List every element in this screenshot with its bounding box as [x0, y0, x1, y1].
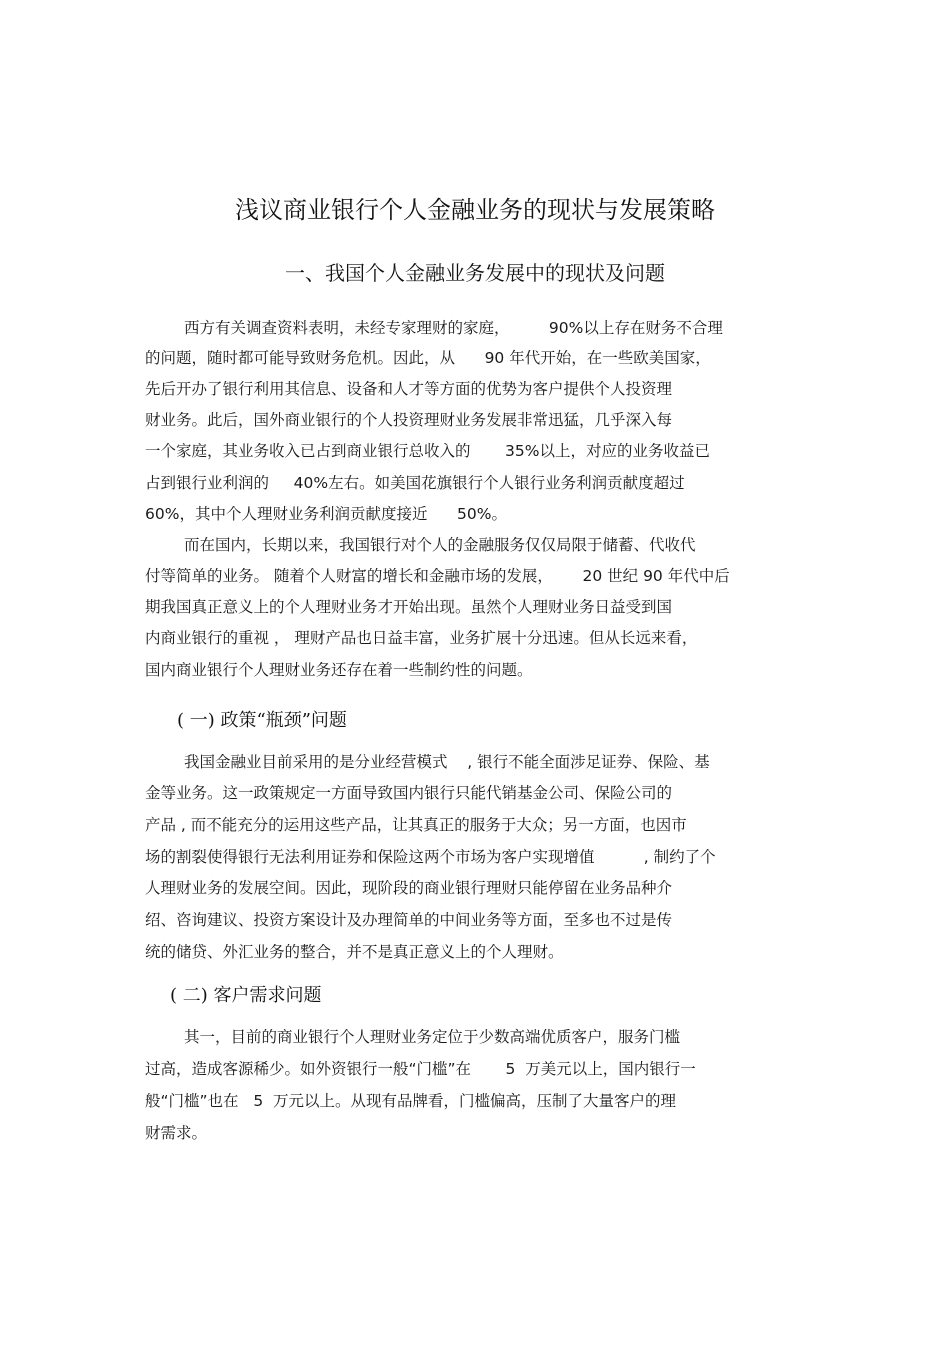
- paragraph-line: 而在国内，长期以来，我国银行对个人的金融服务仅仅局限于储蓄、代收代: [184, 536, 696, 554]
- paragraph-line: 我国金融业目前采用的是分业经营模式 , 银行不能全面涉足证券、保险、基: [184, 753, 710, 771]
- paragraph-line: 产品 , 而不能充分的运用这些产品，让其真正的服务于大众；另一方面，也因市: [145, 816, 687, 834]
- paragraph-line: 西方有关调查资料表明，未经专家理财的家庭， 90%以上存在财务不合理: [184, 319, 723, 337]
- paragraph-line: 国内商业银行个人理财业务还存在着一些制约性的问题。: [145, 661, 533, 679]
- paragraph-line: 人理财业务的发展空间。因此，现阶段的商业银行理财只能停留在业务品种介: [145, 879, 673, 897]
- paragraph-line: 场的割裂使得银行无法利用证券和保险这两个市场为客户实现增值 , 制约了个: [145, 848, 716, 866]
- paragraph-line: 金等业务。这一政策规定一方面导致国内银行只能代销基金公司、保险公司的: [145, 784, 673, 802]
- paragraph-line: 过高，造成客源稀少。如外资银行一般“门槛”在 5 万美元以上，国内银行一: [145, 1060, 696, 1078]
- subheading: ( 二) 客户需求问题: [170, 985, 322, 1006]
- paragraph-line: 期我国真正意义上的个人理财业务才开始出现。虽然个人理财业务日益受到国: [145, 598, 673, 616]
- paragraph-line: 占到银行业利润的 40%左右。如美国花旗银行个人银行业务利润贡献度超过: [145, 474, 685, 492]
- paragraph-line: 统的储贷、外汇业务的整合，并不是真正意义上的个人理财。: [145, 943, 564, 961]
- paragraph-line: 付等简单的业务。 随着个人财富的增长和金融市场的发展， 20 世纪 90 年代中后: [145, 567, 730, 585]
- paragraph-line: 绍、咨询建议、投资方案设计及办理简单的中间业务等方面，至多也不过是传: [145, 911, 673, 929]
- paragraph-line: 60%，其中个人理财业务利润贡献度接近 50%。: [145, 505, 507, 523]
- document-title: 浅议商业银行个人金融业务的现状与发展策略: [235, 196, 715, 224]
- paragraph-line: 的问题，随时都可能导致财务危机。因此，从 90 年代开始，在一些欧美国家，: [145, 349, 711, 367]
- paragraph-line: 般“门槛”也在 5 万元以上。从现有品牌看，门槛偏高，压制了大量客户的理: [145, 1092, 677, 1110]
- section-heading: 一、我国个人金融业务发展中的现状及问题: [285, 261, 665, 285]
- paragraph-line: 一个家庭，其业务收入已占到商业银行总收入的 35%以上，对应的业务收益已: [145, 442, 710, 460]
- paragraph-line: 其一，目前的商业银行个人理财业务定位于少数高端优质客户，服务门槛: [184, 1028, 681, 1046]
- paragraph-line: 内商业银行的重视 ， 理财产品也日益丰富，业务扩展十分迅速。但从长远来看，: [145, 629, 698, 647]
- paragraph-line: 财需求。: [145, 1124, 208, 1142]
- subheading: ( 一) 政策“瓶颈”问题: [177, 710, 347, 731]
- paragraph-line: 先后开办了银行利用其信息、设备和人才等方面的优势为客户提供个人投资理: [145, 380, 673, 398]
- paragraph-line: 财业务。此后，国外商业银行的个人投资理财业务发展非常迅猛，几乎深入每: [145, 411, 673, 429]
